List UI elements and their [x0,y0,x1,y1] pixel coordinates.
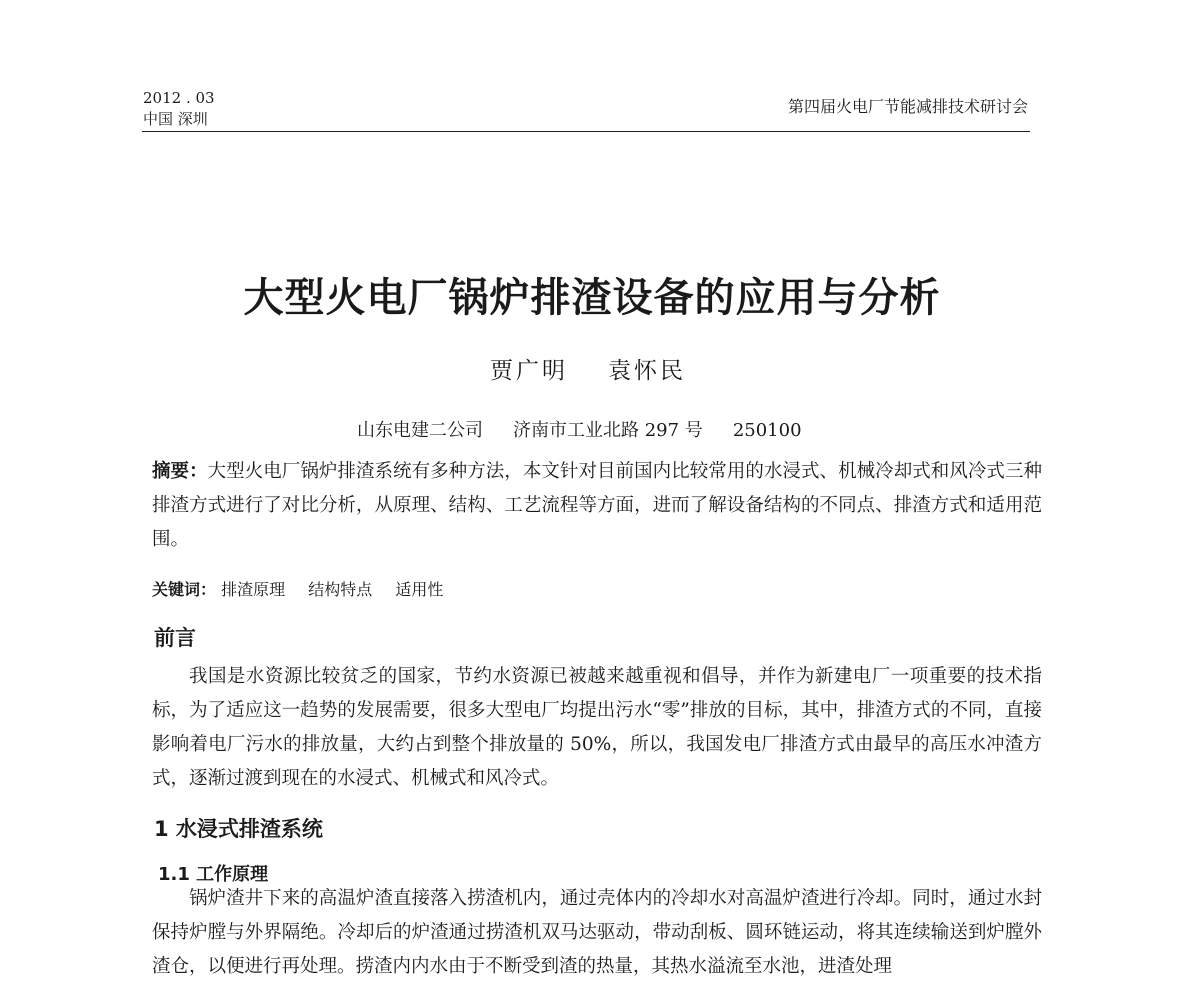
keyword-1: 排渣原理 [221,580,286,599]
abstract-label: 摘要： [152,461,208,482]
author-2: 袁怀民 [608,358,686,384]
keywords [152,577,461,600]
section-1-1-paragraph: 锅炉渣井下来的高温炉渣直接落入捞渣机内，通过壳体内的冷却水对高温炉渣进行冷却。同时，通过水封保持炉膛与外界隔绝。冷却后的炉渣通过捞渣机双马达驱动，带动刮板、圆环链运动，将其连续输送到炉膛外渣仓，以便进行再处理。捞渣内内水由于不断受到渣的热量，其热水溢流至水池，进渣处理 [152,888,1042,977]
affiliation [357,416,802,442]
affiliation-postcode: 250100 [732,420,802,441]
author-1: 贾广明 [490,358,568,384]
abstract-text: 大型火电厂锅炉排渣系统有多种方法，本文针对目前国内比较常用的水浸式、机械冷却式和风冷式三种排渣方式进行了对比分析，从原理、结构、工艺流程等方面，进而了解设备结构的不同点、排渣方式和适用范围。 [152,461,1042,550]
heading-intro: 前言 [154,626,196,650]
keyword-2: 结构特点 [308,580,373,599]
heading-section-1-1: 1.1 工作原理 [158,864,269,885]
affiliation-org: 山东电建二公司 [357,420,483,441]
affiliation-address: 济南市工业北路 297 号 [513,420,703,441]
header-conference: 第四届火电厂节能减排技术研讨会 [787,97,1028,116]
heading-section-1: 1 水浸式排渣系统 [154,817,323,841]
header-date: 2012 . 03 [143,89,215,107]
header-location: 中国 深圳 [143,110,208,128]
paper-title: 大型火电厂锅炉排渣设备的应用与分析 [243,275,941,321]
header-rule [142,131,1030,132]
keyword-3: 适用性 [395,580,444,599]
keywords-label: 关键词： [152,580,217,599]
abstract [152,455,1042,557]
intro-paragraph: 我国是水资源比较贫乏的国家，节约水资源已被越来越重视和倡导，并作为新建电厂一项重要的技术指标，为了适应这一趋势的发展需要，很多大型电厂均提出污水“零”排放的目标，其中，排渣方式的不同，直接影响着电厂污水的排放量，大约占到整个排放量的 50%，所以，我国发电厂排渣方式由最早的高压水冲渣方式，逐渐过渡到现在的水浸式、机械式和风冷式。 [152,666,1042,789]
header-left [143,88,215,130]
authors [490,352,686,385]
